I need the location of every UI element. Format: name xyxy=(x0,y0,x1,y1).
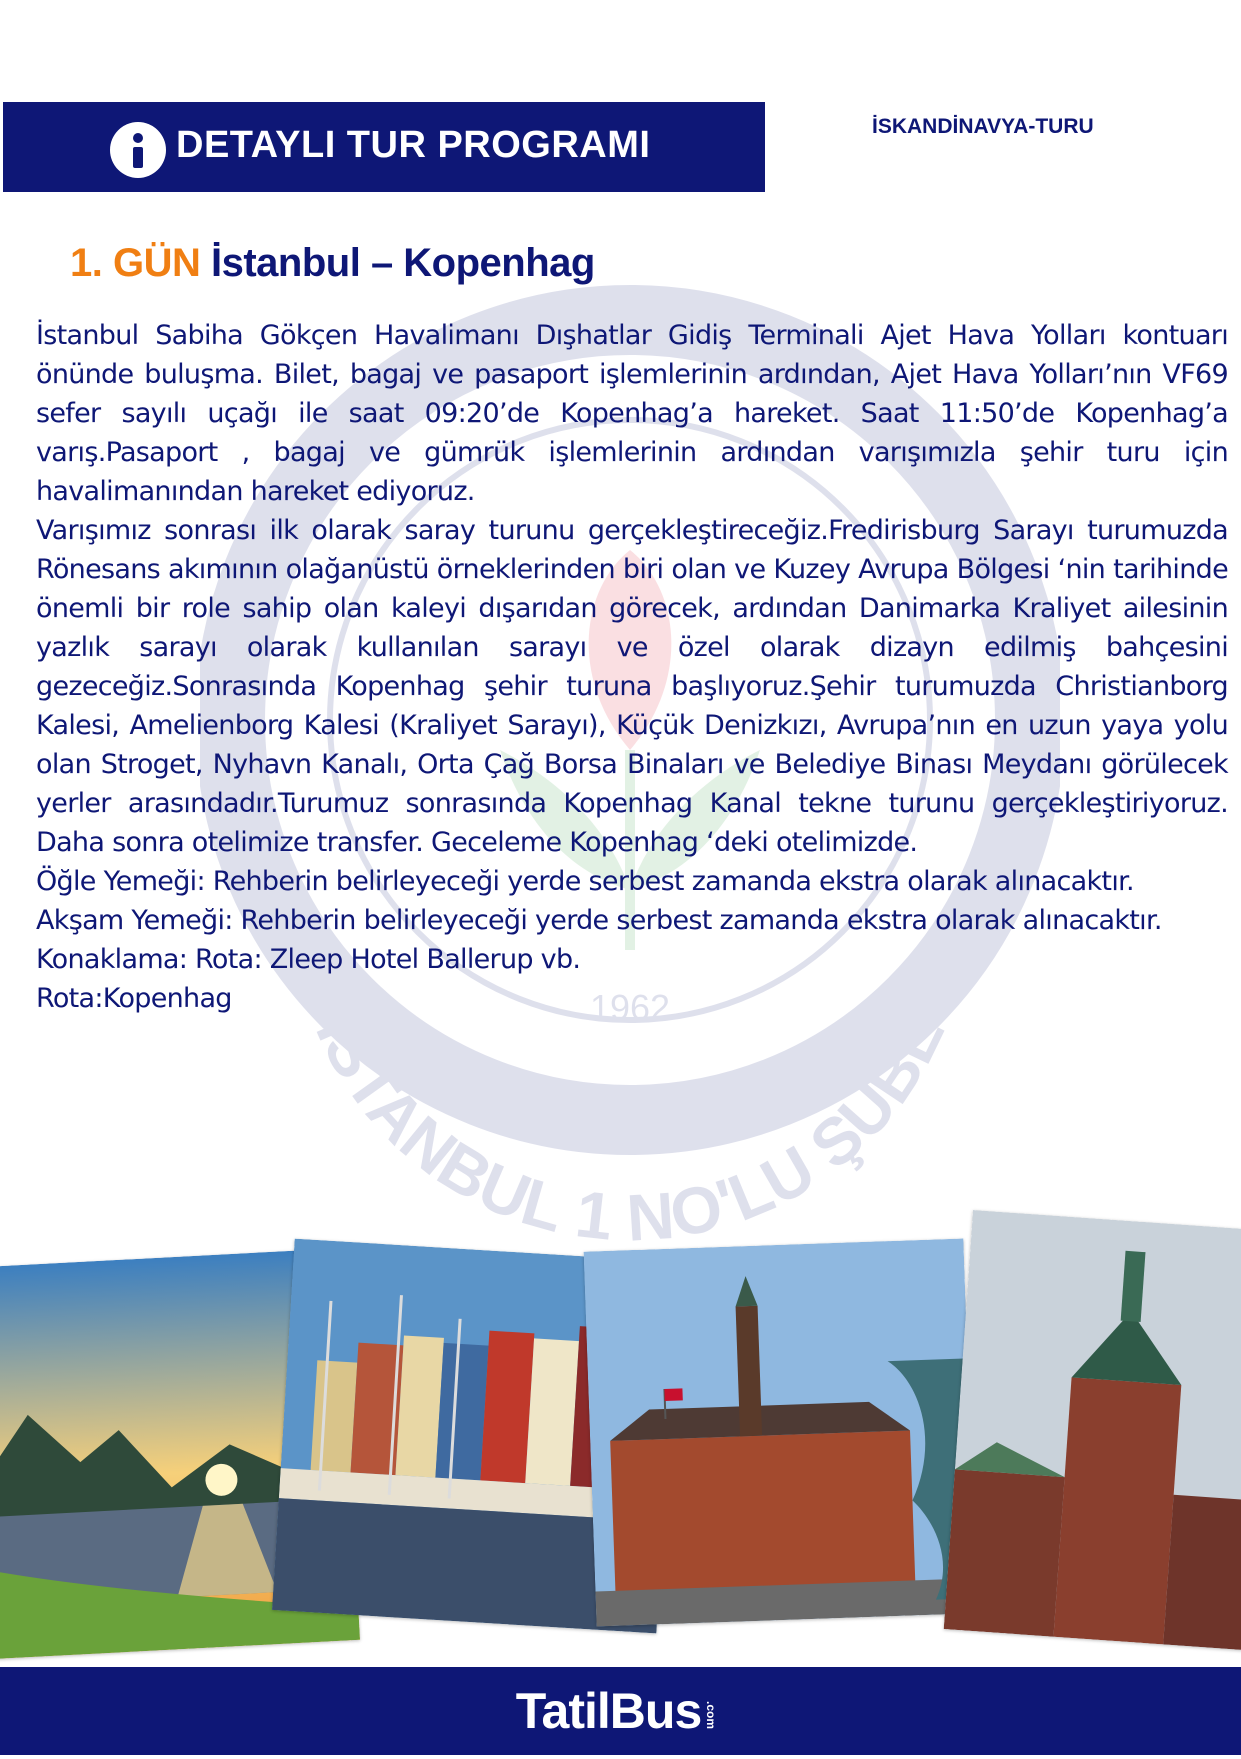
watermark-year: 1962 xyxy=(589,987,671,1028)
svg-text:İSTANBUL 1 NO'LU ŞUBE xyxy=(302,1002,958,1255)
day-route: İstanbul – Kopenhag xyxy=(210,241,595,285)
paragraph-route: Rota:Kopenhag xyxy=(36,983,232,1014)
page-title: DETAYLI TUR PROGRAMI xyxy=(176,124,651,166)
tatilbus-logo[interactable] xyxy=(0,1667,1241,1755)
program-text xyxy=(36,316,1228,1018)
photo-rosenborg xyxy=(944,1210,1241,1650)
day-number: 1. GÜN xyxy=(70,241,201,285)
paragraph-flight: İstanbul Sabiha Gökçen Havalimanı Dışhatlar Gidiş Terminali Ajet Hava Yolları kontuarı önünde buluşma. Bilet, bagaj ve pasaport işlemlerinin ardından, Ajet Hava Yolları’nın VF69 sefer sayılı uçağı ile saat 09:20’de Kopenhag’a hareket. Saat 11:50’de Kopenhag’a varış.Pasaport , bagaj ve gümrük işlemlerinin ardından varışımızla şehir turu için havalimanından hareket ediyoruz. xyxy=(36,320,1228,507)
paragraph-accommodation: Konaklama: Rota: Zleep Hotel Ballerup vb. xyxy=(36,944,581,975)
paragraph-lunch: Öğle Yemeği: Rehberin belirleyeceği yerde serbest zamanda ekstra olarak alınacaktır. xyxy=(36,866,1134,897)
info-icon xyxy=(110,122,166,178)
footer-logo-suffix: .com xyxy=(704,1700,719,1729)
tour-name: İSKANDİNAVYA-TURU xyxy=(872,115,1094,138)
paragraph-dinner: Akşam Yemeği: Rehberin belirleyeceği yerde serbest zamanda ekstra olarak alınacaktır. xyxy=(36,905,1162,936)
watermark-text: İSTANBUL 1 NO'LU ŞUBE xyxy=(302,1002,959,1255)
photo-city-hall xyxy=(584,1238,977,1626)
footer-logo-text: TatilBus xyxy=(515,1683,702,1739)
paragraph-city-tour: Varışımız sonrası ilk olarak saray turunu gerçekleştireceğiz.Fredirisburg Sarayı turumuzda Rönesans akımının olağanüstü örneklerinden biri olan ve Kuzey Avrupa Bölgesi ‘nin tarihinde önemli bir role sahip olan kaleyi dışarıdan görecek, ardından Danimarka Kraliyet ailesinin yazlık sarayı olarak kullanılan sarayı ve özel olarak dizayn edilmiş bahçesini gezeceğiz.Sonrasında Kopenhag şehir turuna başlıyoruz.Şehir turumuzda Christianborg Kalesi, Amelienborg Kalesi (Kraliyet Sarayı), Küçük Denizkızı, Avrupa’nın en uzun yaya yolu olan Stroget, Nyhavn Kanalı, Orta Çağ Borsa Binaları ve Belediye Binası Meydanı görülecek yerler arasındadır.Turumuz sonrasında Kopenhag Kanal tekne turunu gerçekleştiriyoruz. Daha sonra otelimize transfer. Geceleme Kopenhag ‘deki otelimizde. xyxy=(36,515,1228,858)
day-heading xyxy=(70,238,595,288)
